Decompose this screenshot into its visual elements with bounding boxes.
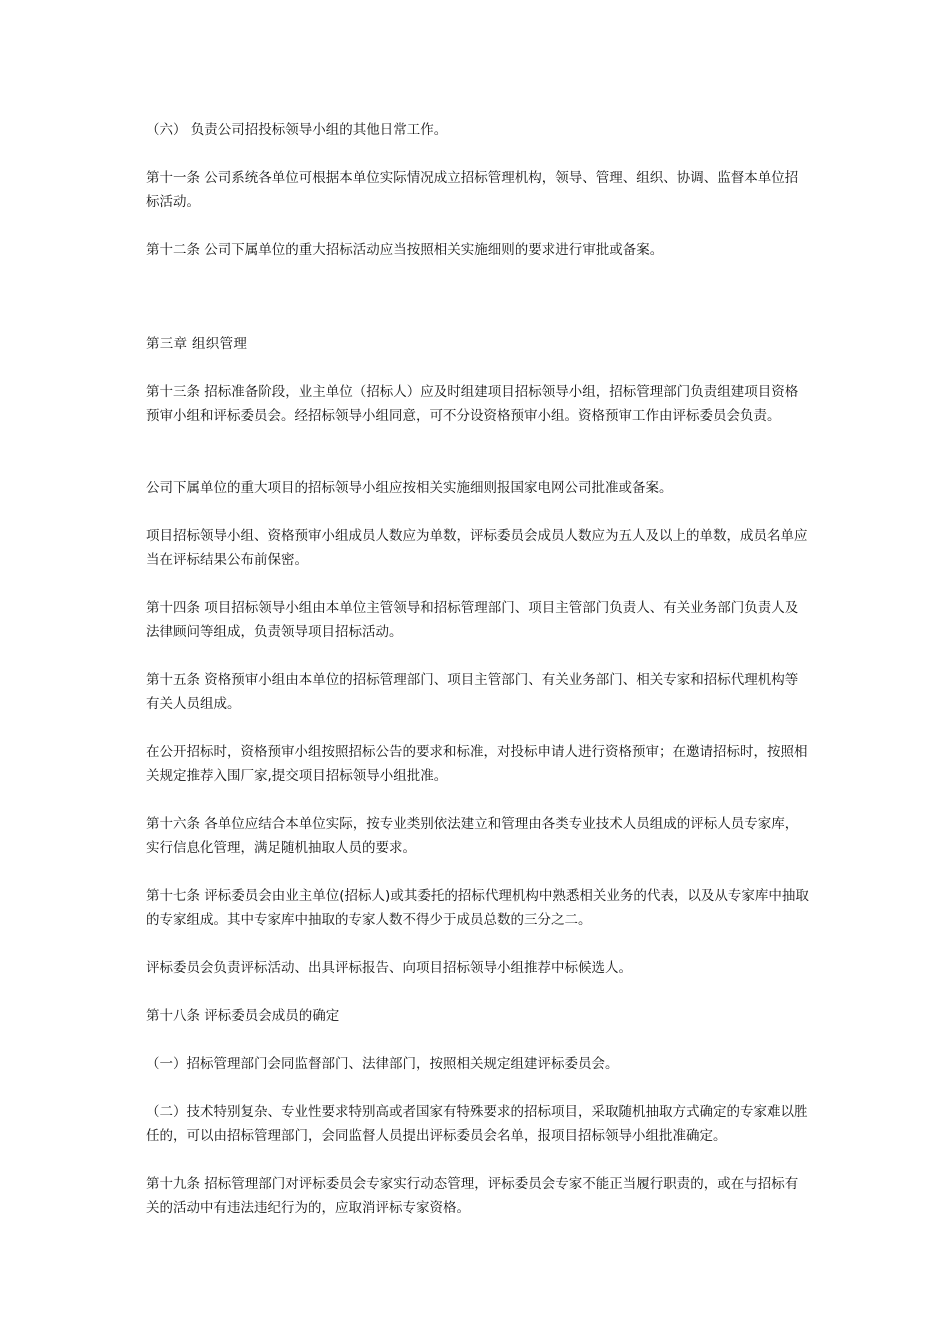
paragraph-article-12: 第十二条 公司下属单位的重大招标活动应当按照相关实施细则的要求进行审批或备案。 (146, 242, 664, 258)
paragraph-major-project-approval: 公司下属单位的重大项目的招标领导小组应按相关实施细则报国家电网公司批准或备案。 (146, 480, 673, 496)
paragraph-article-16: 第十六条 各单位应结合本单位实际，按专业类别依法建立和管理由各类专业技术人员组成的评标人员专家库，实行信息化管理，满足随机抽取人员的要求。 (146, 816, 799, 856)
paragraph-article-14: 第十四条 项目招标领导小组由本单位主管领导和招标管理部门、项目主管部门负责人、有关业务部门负责人及法律顾问等组成，负责领导项目招标活动。 (146, 600, 799, 640)
paragraph-article-19: 第十九条 招标管理部门对评标委员会专家实行动态管理，评标委员会专家不能正当履行职责的，或在与招标有关的活动中有违法违纪行为的，应取消评标专家资格。 (146, 1176, 799, 1216)
paragraph-article-11: 第十一条 公司系统各单位可根据本单位实际情况成立招标管理机构，领导、管理、组织、协调、监督本单位招标活动。 (146, 170, 799, 210)
paragraph-prequalification: 在公开招标时，资格预审小组按照招标公告的要求和标准，对投标申请人进行资格预审；在邀请招标时，按照相关规定推荐入围厂家,提交项目招标领导小组批准。 (146, 744, 808, 784)
paragraph-article-15: 第十五条 资格预审小组由本单位的招标管理部门、项目主管部门、有关业务部门、相关专家和招标代理机构等有关人员组成。 (146, 672, 799, 712)
chapter-3-heading: 第三章 组织管理 (146, 336, 248, 352)
paragraph-item-2: （二）技术特别复杂、专业性要求特别高或者国家有特殊要求的招标项目，采取随机抽取方式确定的专家难以胜任的，可以由招标管理部门，会同监督人员提出评标委员会名单，报项目招标领导小组批准确定。 (146, 1104, 808, 1144)
paragraph-duty-6: （六） 负责公司招投标领导小组的其他日常工作。 (146, 122, 448, 138)
paragraph-committee-duty: 评标委员会负责评标活动、出具评标报告、向项目招标领导小组推荐中标候选人。 (146, 960, 632, 976)
paragraph-article-13: 第十三条 招标准备阶段，业主单位（招标人）应及时组建项目招标领导小组，招标管理部门负责组建项目资格预审小组和评标委员会。经招标领导小组同意，可不分设资格预审小组。资格预审工作由评标委员会负责。 (146, 384, 799, 424)
paragraph-member-count: 项目招标领导小组、资格预审小组成员人数应为单数，评标委员会成员人数应为五人及以上的单数，成员名单应当在评标结果公布前保密。 (146, 528, 808, 568)
paragraph-item-1: （一）招标管理部门会同监督部门、法律部门，按照相关规定组建评标委员会。 (146, 1056, 619, 1072)
paragraph-article-18: 第十八条 评标委员会成员的确定 (146, 1008, 340, 1024)
paragraph-article-17: 第十七条 评标委员会由业主单位(招标人)或其委托的招标代理机构中熟悉相关业务的代表，以及从专家库中抽取的专家组成。其中专家库中抽取的专家人数不得少于成员总数的三分之二。 (146, 888, 809, 928)
